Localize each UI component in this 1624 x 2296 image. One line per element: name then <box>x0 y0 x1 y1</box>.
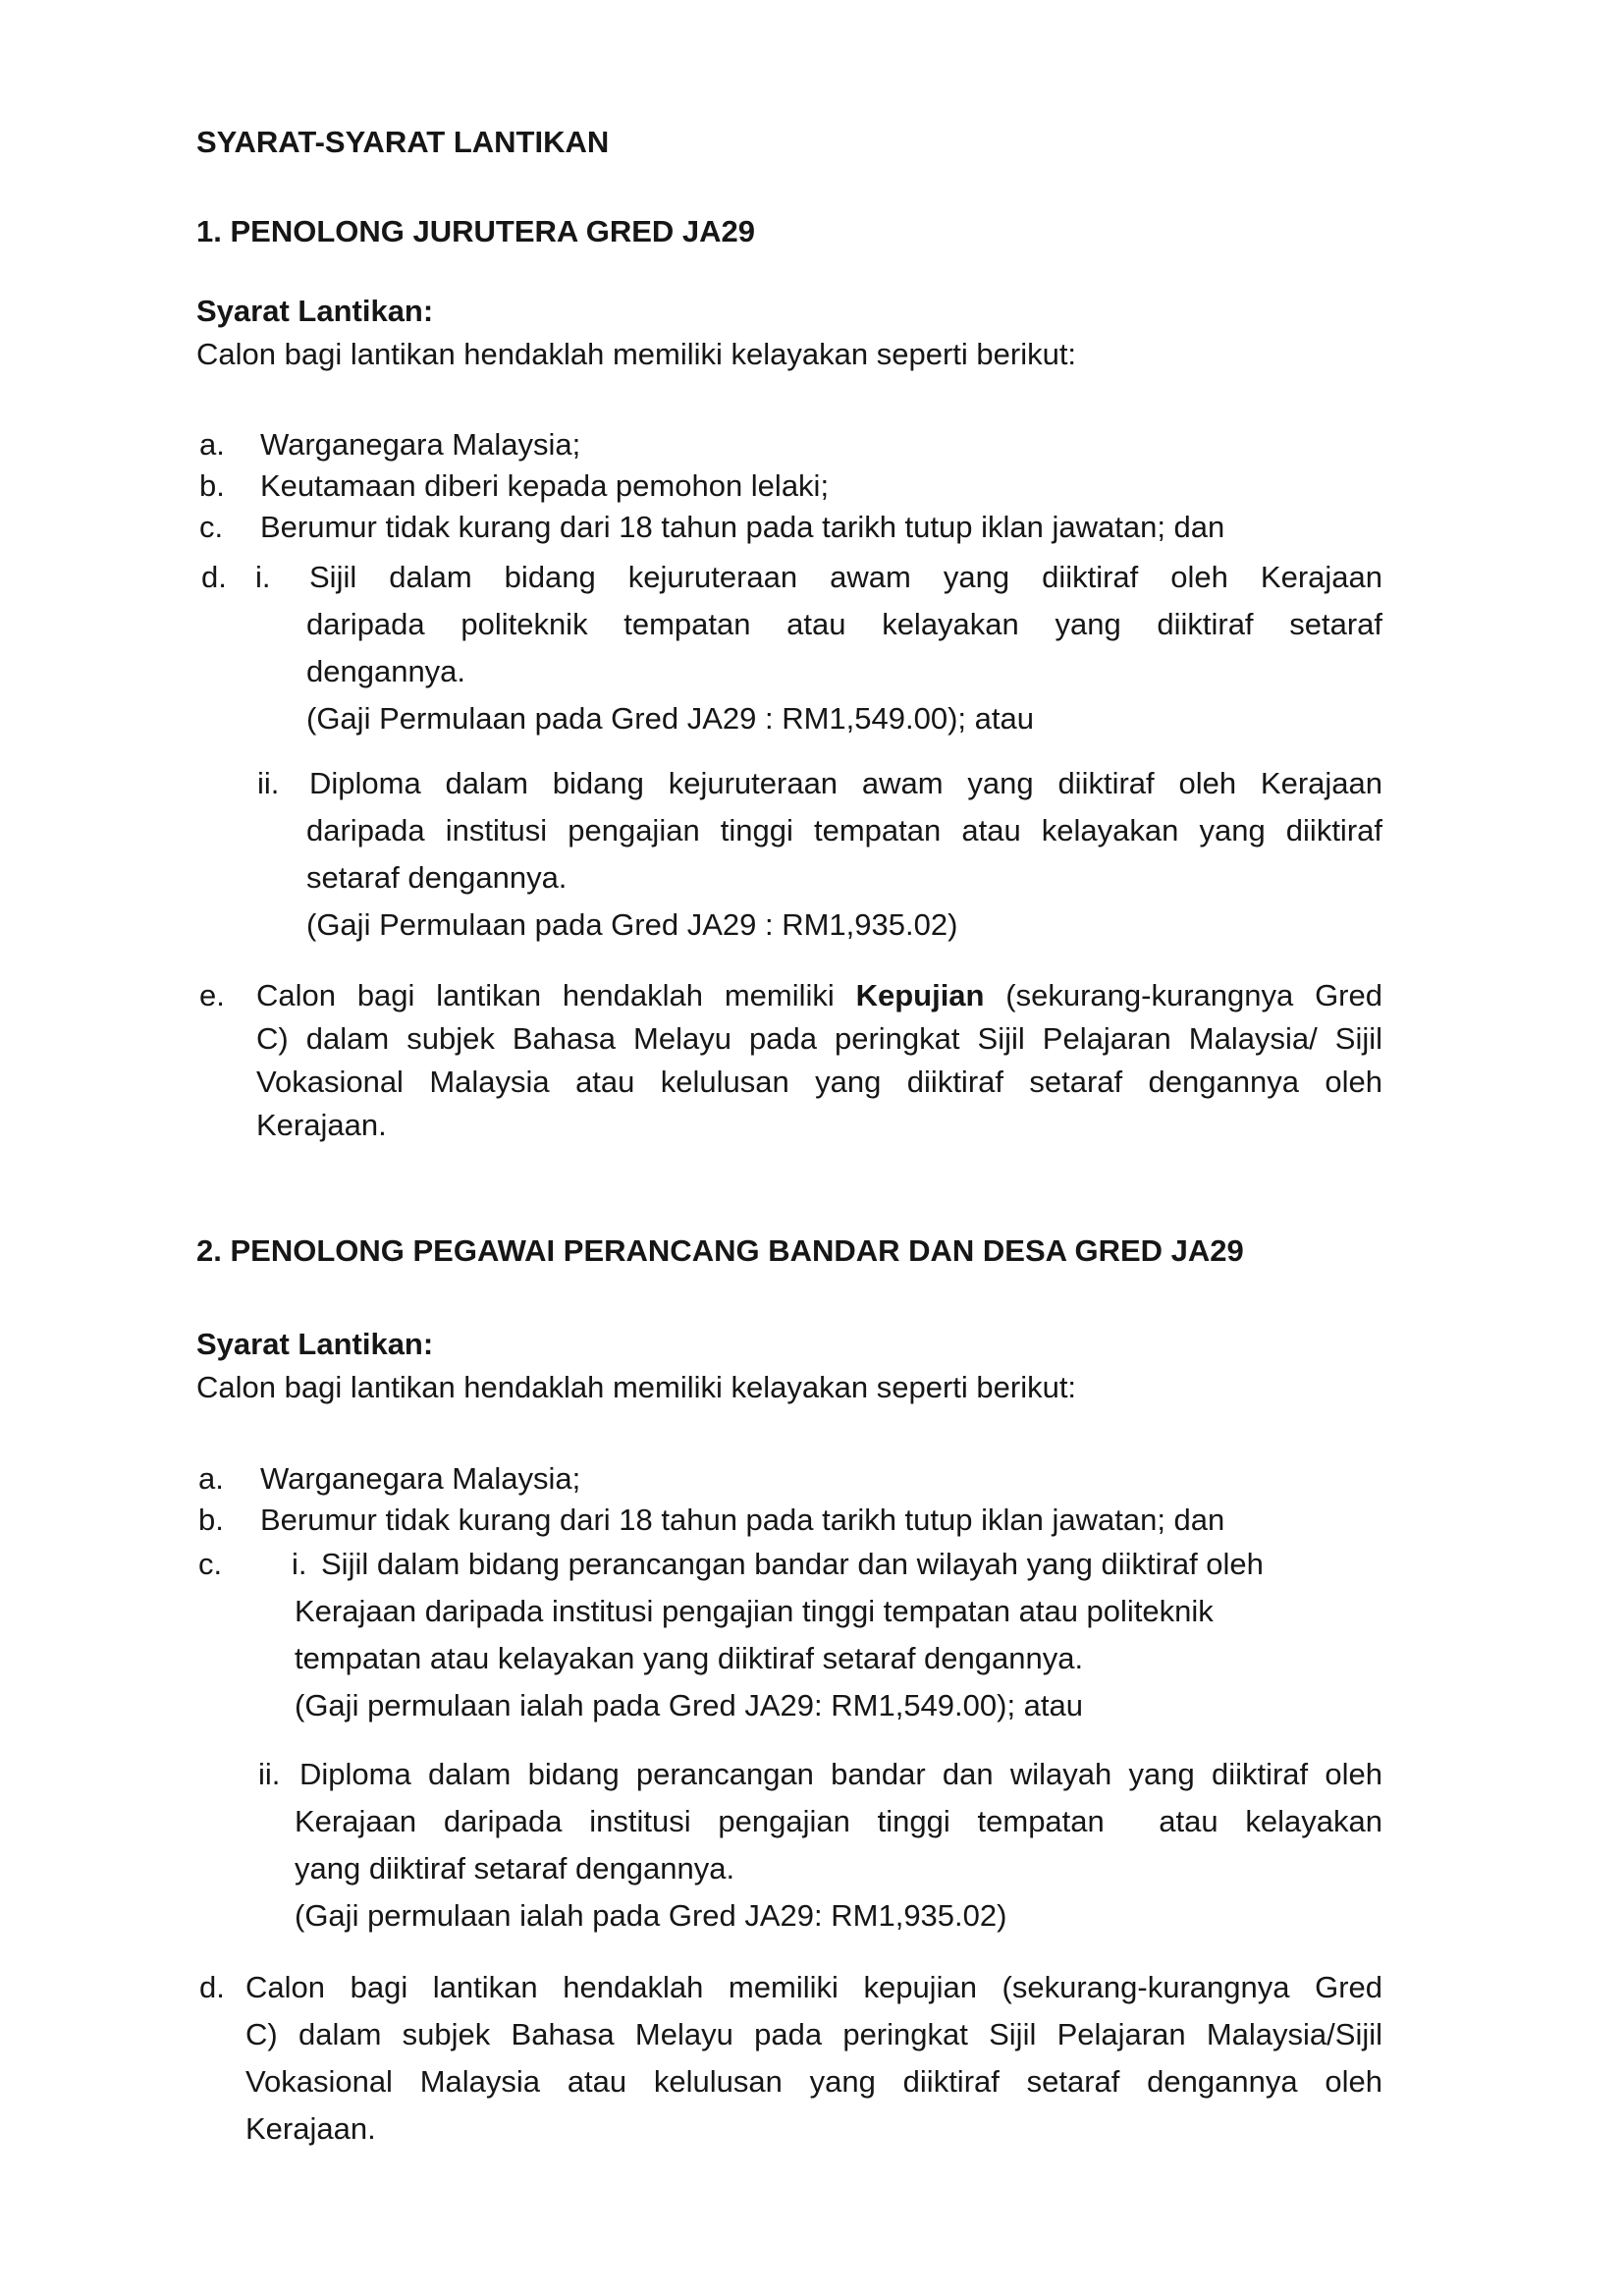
text-segment: Sijil dalam bidang kejuruteraan awam yang diiktiraf oleh Kerajaan <box>309 560 1382 594</box>
heading <box>196 290 1585 333</box>
paragraph <box>196 1366 1585 1409</box>
text-segment: Warganegara Malaysia; <box>260 427 581 462</box>
list-item <box>199 507 1585 548</box>
list-marker: b. <box>198 1503 224 1537</box>
text-line <box>306 601 1382 648</box>
text-line <box>306 648 1382 695</box>
text-line <box>196 1230 1585 1273</box>
text-line <box>256 1104 1382 1147</box>
text-segment: Calon bagi lantikan hendaklah memiliki <box>256 978 856 1012</box>
text-line <box>256 1061 1382 1104</box>
text-segment: Sijil dalam bidang perancangan bandar dan wilayah yang diiktiraf oleh <box>321 1547 1264 1581</box>
text-line <box>245 2105 1382 2153</box>
text-line <box>306 695 1382 742</box>
list-item <box>199 424 1585 465</box>
text-line <box>295 1751 1382 1798</box>
text-segment: Warganegara Malaysia; <box>260 1461 581 1496</box>
list-marker: e. <box>199 978 225 1012</box>
text-line <box>196 1366 1585 1409</box>
text-segment: Kerajaan daripada institusi pengajian tinggi tempatan atau kelayakan <box>295 1804 1382 1838</box>
text-segment: Calon bagi lantikan hendaklah memiliki kepujian (sekurang-kurangnya Gred <box>245 1970 1382 2004</box>
list-item <box>257 760 1382 949</box>
text-segment: Diploma dalam bidang perancangan bandar dan wilayah yang diiktiraf oleh <box>299 1757 1382 1791</box>
sublist-marker: ii. <box>258 1757 281 1791</box>
text-line <box>196 1323 1585 1366</box>
text-segment: Vokasional Malaysia atau kelulusan yang diiktiraf setaraf dengannya oleh <box>245 2064 1382 2099</box>
text-line <box>306 854 1382 902</box>
list-marker: d. <box>199 1970 225 2004</box>
text-line <box>306 807 1382 854</box>
text-segment: Calon bagi lantikan hendaklah memiliki kelayakan seperti berikut: <box>196 337 1077 371</box>
list-item <box>258 1751 1382 1940</box>
heading <box>196 210 1585 253</box>
heading <box>196 1230 1585 1273</box>
text-segment: Calon bagi lantikan hendaklah memiliki kelayakan seperti berikut: <box>196 1370 1077 1404</box>
text-segment: C) dalam subjek Bahasa Melayu pada peringkat Sijil Pelajaran Malaysia/Sijil <box>245 2017 1382 2051</box>
text-line <box>306 902 1382 949</box>
paragraph <box>196 333 1585 376</box>
text-segment: daripada politeknik tempatan atau kelayakan yang diiktiraf setaraf <box>306 607 1382 641</box>
text-segment: Kerajaan. <box>256 1108 387 1142</box>
list-marker: d. <box>201 560 227 594</box>
sublist-marker: ii. <box>257 766 280 800</box>
text-segment: Berumur tidak kurang dari 18 tahun pada tarikh tutup iklan jawatan; dan <box>260 1503 1225 1537</box>
list-marker: a. <box>199 427 225 462</box>
text-segment: Vokasional Malaysia atau kelulusan yang diiktiraf setaraf dengannya oleh <box>256 1065 1382 1099</box>
text-segment: (sekurang-kurangnya Gred <box>984 978 1382 1012</box>
list-item <box>199 465 1585 507</box>
text-line <box>256 974 1382 1017</box>
text-line <box>295 1798 1382 1845</box>
list-marker: c. <box>199 510 224 544</box>
text-line <box>256 1017 1382 1061</box>
list-marker: c. <box>198 1547 223 1581</box>
heading <box>196 121 1585 164</box>
text-line <box>295 1541 1382 1588</box>
list-item <box>198 1541 1382 1729</box>
text-segment: Berumur tidak kurang dari 18 tahun pada tarikh tutup iklan jawatan; dan <box>260 510 1225 544</box>
text-line <box>196 333 1585 376</box>
text-line <box>196 121 1585 164</box>
list-item <box>198 1458 1585 1500</box>
text-line <box>245 2058 1382 2105</box>
text-line <box>260 1458 1585 1500</box>
sublist-marker: i. <box>292 1547 307 1581</box>
text-line <box>295 1682 1382 1729</box>
text-segment: Syarat Lantikan: <box>196 294 434 328</box>
text-segment: Diploma dalam bidang kejuruteraan awam yang diiktiraf oleh Kerajaan <box>309 766 1382 800</box>
text-line <box>295 1635 1382 1682</box>
text-segment: daripada institusi pengajian tinggi tempatan atau kelayakan yang diiktiraf <box>306 813 1382 847</box>
text-line <box>196 290 1585 333</box>
text-segment: 1. PENOLONG JURUTERA GRED JA29 <box>196 214 756 248</box>
text-segment: 2. PENOLONG PEGAWAI PERANCANG BANDAR DAN DESA GRED JA29 <box>196 1233 1244 1268</box>
text-line <box>295 1892 1382 1940</box>
text-segment: yang diiktiraf setaraf dengannya. <box>295 1851 735 1886</box>
text-segment: (Gaji Permulaan pada Gred JA29 : RM1,935.02) <box>306 907 958 942</box>
text-segment: Kerajaan daripada institusi pengajian tinggi tempatan atau politeknik <box>295 1594 1214 1628</box>
list-marker: b. <box>199 468 225 503</box>
text-segment: (Gaji permulaan ialah pada Gred JA29: RM1,935.02) <box>295 1898 1007 1933</box>
list-item <box>201 554 1382 742</box>
list-item <box>199 974 1382 1147</box>
text-line <box>306 554 1382 601</box>
text-segment: Syarat Lantikan: <box>196 1327 434 1361</box>
list-marker: a. <box>198 1461 224 1496</box>
text-segment: dengannya. <box>306 654 466 688</box>
text-line <box>260 424 1585 465</box>
text-line <box>196 210 1585 253</box>
sublist-marker: i. <box>255 560 271 594</box>
heading <box>196 1323 1585 1366</box>
text-line <box>260 507 1585 548</box>
text-segment: Kerajaan. <box>245 2111 376 2146</box>
text-line <box>295 1588 1382 1635</box>
text-segment: C) dalam subjek Bahasa Melayu pada peringkat Sijil Pelajaran Malaysia/ Sijil <box>256 1021 1382 1056</box>
list-item <box>199 1964 1382 2153</box>
text-segment: (Gaji permulaan ialah pada Gred JA29: RM1,549.00); atau <box>295 1688 1084 1722</box>
text-segment: (Gaji Permulaan pada Gred JA29 : RM1,549.00); atau <box>306 701 1034 736</box>
text-segment: tempatan atau kelayakan yang diiktiraf setaraf dengannya. <box>295 1641 1084 1675</box>
text-line <box>245 2011 1382 2058</box>
text-segment: setaraf dengannya. <box>306 860 568 895</box>
text-line <box>260 1500 1585 1541</box>
text-line <box>306 760 1382 807</box>
text-line <box>260 465 1585 507</box>
text-segment: Keutamaan diberi kepada pemohon lelaki; <box>260 468 830 503</box>
text-segment: SYARAT-SYARAT LANTIKAN <box>196 125 610 159</box>
text-line <box>295 1845 1382 1892</box>
text-line <box>245 1964 1382 2011</box>
bold-text: Kepujian <box>855 978 985 1012</box>
list-item <box>198 1500 1585 1541</box>
